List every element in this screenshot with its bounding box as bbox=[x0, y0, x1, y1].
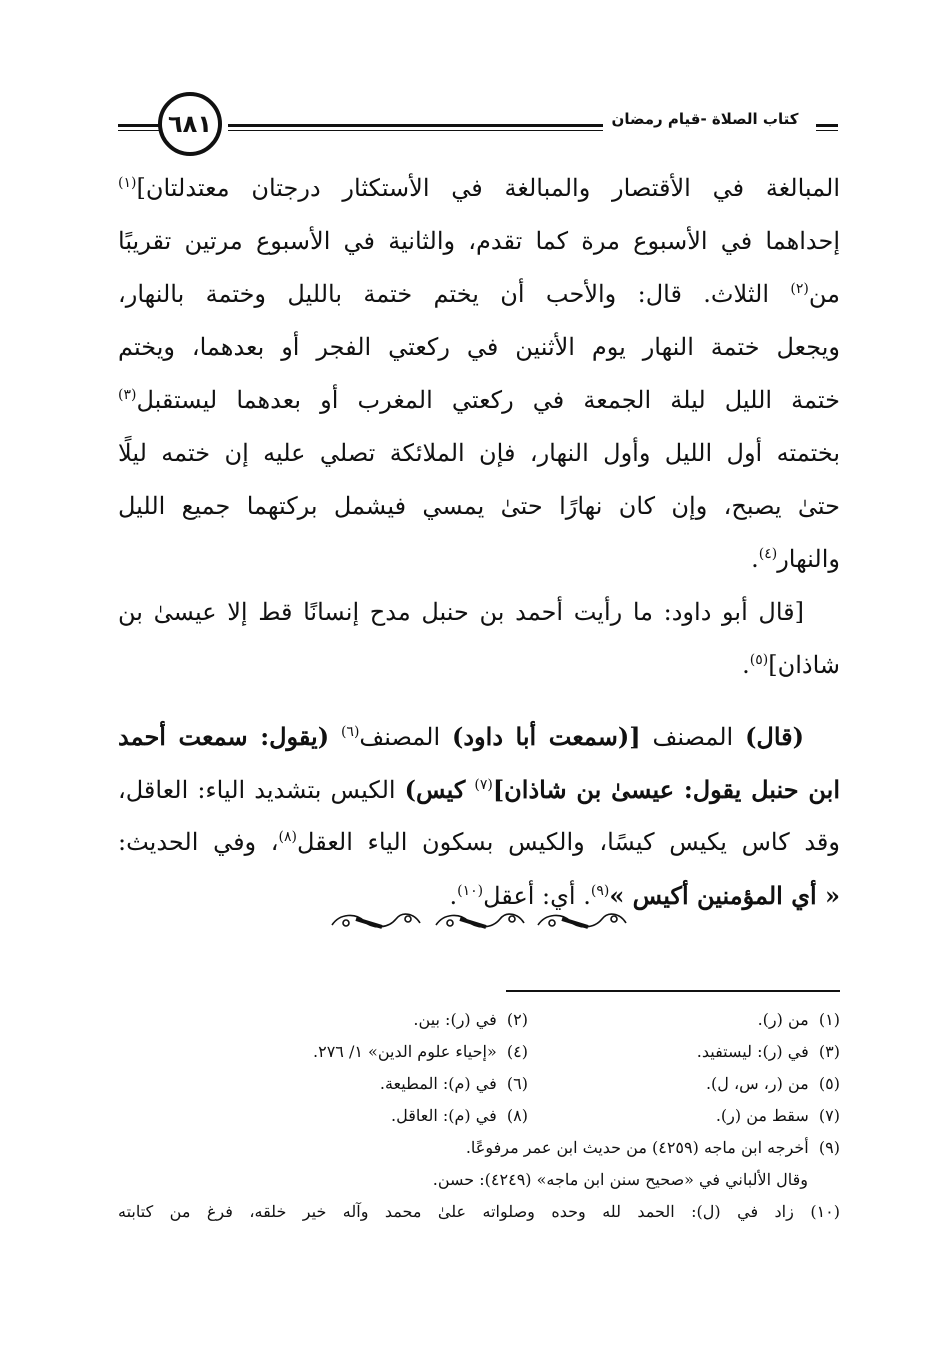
footnote-marker[interactable]: (١٠) bbox=[457, 883, 484, 899]
page-header bbox=[118, 88, 838, 158]
text-line: « أي المؤمنين أكيس »$^{(٩)}$. أي: أعقل$^{(١٠)}$. bbox=[449, 881, 840, 910]
header-rule bbox=[816, 124, 838, 127]
footnote-7: (٧) سقط من (ر). bbox=[715, 1106, 840, 1125]
footnote-marker[interactable]: (١) bbox=[118, 175, 137, 191]
footnote-5: (٥) من (ر، س، ل). bbox=[705, 1074, 840, 1093]
header-rule bbox=[228, 130, 603, 131]
text-line: ختمة الليل ليلة الجمعة في ركعتي المغرب أو بعدهما ليستقبل$^{(٣)}$ bbox=[118, 386, 840, 414]
footnote-marker[interactable]: (٢) bbox=[790, 281, 809, 297]
footnote-9: (٩) أخرجه ابن ماجه (٤٢٥٩) من حديث ابن عمر مرفوعًا. bbox=[465, 1138, 840, 1157]
header-rule bbox=[228, 124, 603, 127]
header-rule bbox=[118, 130, 160, 131]
footnote-3: (٣) في (ر): ليستفيد. bbox=[696, 1042, 840, 1061]
footnote-marker[interactable]: (٦) bbox=[340, 724, 360, 740]
running-title: كتاب الصلاة -قيام رمضان bbox=[611, 110, 799, 128]
header-rule bbox=[816, 130, 838, 131]
footnote-marker[interactable]: (٥) bbox=[749, 652, 769, 668]
footnote-row bbox=[118, 1100, 840, 1132]
ornament-divider-icon bbox=[326, 905, 632, 935]
footnote-marker[interactable]: (٨) bbox=[278, 829, 298, 845]
footnote-marker[interactable]: (٩) bbox=[590, 883, 610, 899]
footnotes bbox=[118, 1004, 840, 1228]
text-line: المبالغة في الأقتصار والمبالغة في الأستكثار درجتان معتدلتان]$^{(١)}$ bbox=[118, 174, 840, 202]
text-line: حتىٰ يصبح، وإن كان نهارًا حتىٰ يمسي فيشمل بركتهما جميع الليل bbox=[118, 492, 840, 520]
footnote-row bbox=[118, 1068, 840, 1100]
text-line: وقد كاس يكيس كيسًا، والكيس بسكون الياء العقل$^{(٨)}$، وفي الحديث: bbox=[118, 828, 840, 856]
footnote-9-continued: وقال الألباني في «صحيح سنن ابن ماجه» (٤٢٤٩): حسن. bbox=[432, 1170, 808, 1189]
footnote-2: (٢) في (ر): بين. bbox=[413, 1010, 528, 1029]
footnote-separator bbox=[506, 990, 840, 992]
ornament-unit-icon bbox=[332, 914, 420, 927]
header-rule bbox=[118, 124, 160, 127]
text-line: إحداهما في الأسبوع مرة كما تقدم، والثانية في الأسبوع مرتين تقريبًا bbox=[118, 227, 840, 255]
text-line: (قال) المصنف [(سمعت أبا داود) المصنف$^{(٦)}$ (يقول: سمعت أحمد bbox=[118, 722, 805, 751]
text-line: من$^{(٢)}$ الثلاث. قال: والأحب أن يختم ختمة بالليل وختمة بالنهار، bbox=[118, 280, 840, 308]
main-text bbox=[118, 162, 840, 922]
text-line: [قال أبو داود: ما رأيت أحمد بن حنبل مدح إنسانًا قط إلا عيسىٰ بن bbox=[118, 598, 804, 626]
text-line: بختمته أول الليل وأول النهار، فإن الملائكة تصلي عليه إن ختمه ليلًا bbox=[118, 439, 840, 467]
footnote-row bbox=[118, 1036, 840, 1068]
page-number: ٦٨١ bbox=[158, 92, 222, 156]
footnote-marker[interactable]: (٣) bbox=[118, 387, 137, 403]
text-line: شاذان]$^{(٥)}$. bbox=[742, 651, 840, 679]
footnote-4: (٤) «إحياء علوم الدين» ١/ ٢٧٦. bbox=[313, 1042, 528, 1061]
text-line: والنهار$^{(٤)}$. bbox=[751, 545, 840, 573]
footnote-row bbox=[118, 1004, 840, 1036]
text-line: ابن حنبل يقول: عيسىٰ بن شاذان]$^{(٧)}$ كيس) الكيس بتشديد الياء: العاقل، bbox=[118, 775, 840, 804]
footnote-marker[interactable]: (٤) bbox=[758, 546, 778, 562]
text-line: ويجعل ختمة النهار يوم الأثنين في ركعتي الفجر أو بعدهما، ويختم bbox=[118, 333, 840, 361]
footnote-marker[interactable]: (٧) bbox=[474, 777, 493, 793]
footnote-1: (١) من (ر). bbox=[757, 1010, 840, 1029]
footnote-6: (٦) في (م): المطيعة. bbox=[379, 1074, 528, 1093]
footnote-8: (٨) في (م): العاقل. bbox=[391, 1106, 528, 1125]
footnote-10: (١٠) زاد في (ل): الحمد لله وحده وصلواته علىٰ محمد وآله خير خلقه، فرغ من كتابته bbox=[118, 1202, 841, 1221]
